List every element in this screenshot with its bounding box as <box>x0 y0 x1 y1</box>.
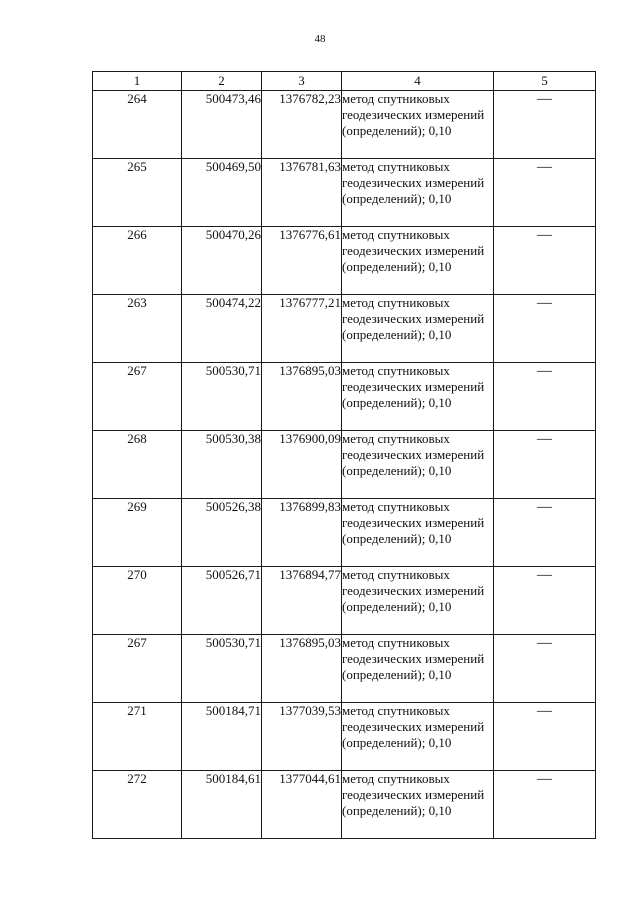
method-cell: метод спутниковых геодезических измерений (определений); 0,10 <box>342 567 494 635</box>
x-coordinate-cell: 500470,26 <box>182 227 262 295</box>
method-cell: метод спутниковых геодезических измерений (определений); 0,10 <box>342 635 494 703</box>
header-col-5: 5 <box>494 72 596 91</box>
x-coordinate-cell: 500473,46 <box>182 91 262 159</box>
header-col-1: 1 <box>93 72 182 91</box>
x-coordinate-cell: 500526,71 <box>182 567 262 635</box>
y-coordinate-cell: 1376899,83 <box>262 499 342 567</box>
y-coordinate-cell: 1376895,03 <box>262 363 342 431</box>
note-cell: — <box>494 227 596 295</box>
table-row <box>93 499 596 567</box>
table-row <box>93 295 596 363</box>
header-col-4: 4 <box>342 72 494 91</box>
table-row <box>93 567 596 635</box>
method-cell: метод спутниковых геодезических измерений (определений); 0,10 <box>342 363 494 431</box>
point-number-cell: 263 <box>93 295 182 363</box>
point-number-cell: 266 <box>93 227 182 295</box>
y-coordinate-cell: 1377044,61 <box>262 771 342 839</box>
x-coordinate-cell: 500184,61 <box>182 771 262 839</box>
table-row <box>93 159 596 227</box>
note-cell: — <box>494 159 596 227</box>
point-number-cell: 271 <box>93 703 182 771</box>
table-row <box>93 703 596 771</box>
method-cell: метод спутниковых геодезических измерений (определений); 0,10 <box>342 295 494 363</box>
method-cell: метод спутниковых геодезических измерений (определений); 0,10 <box>342 499 494 567</box>
table-row <box>93 431 596 499</box>
table-body <box>93 91 596 839</box>
table-row <box>93 363 596 431</box>
note-cell: — <box>494 771 596 839</box>
x-coordinate-cell: 500526,38 <box>182 499 262 567</box>
method-cell: метод спутниковых геодезических измерений (определений); 0,10 <box>342 703 494 771</box>
x-coordinate-cell: 500184,71 <box>182 703 262 771</box>
x-coordinate-cell: 500474,22 <box>182 295 262 363</box>
point-number-cell: 267 <box>93 363 182 431</box>
note-cell: — <box>494 703 596 771</box>
point-number-cell: 270 <box>93 567 182 635</box>
header-col-3: 3 <box>262 72 342 91</box>
header-col-2: 2 <box>182 72 262 91</box>
y-coordinate-cell: 1376895,03 <box>262 635 342 703</box>
note-cell: — <box>494 567 596 635</box>
y-coordinate-cell: 1376894,77 <box>262 567 342 635</box>
point-number-cell: 268 <box>93 431 182 499</box>
note-cell: — <box>494 499 596 567</box>
coordinates-table <box>92 71 596 839</box>
table-row <box>93 91 596 159</box>
method-cell: метод спутниковых геодезических измерений (определений); 0,10 <box>342 159 494 227</box>
x-coordinate-cell: 500530,71 <box>182 635 262 703</box>
table-row <box>93 635 596 703</box>
note-cell: — <box>494 363 596 431</box>
note-cell: — <box>494 635 596 703</box>
point-number-cell: 265 <box>93 159 182 227</box>
y-coordinate-cell: 1377039,53 <box>262 703 342 771</box>
method-cell: метод спутниковых геодезических измерений (определений); 0,10 <box>342 771 494 839</box>
y-coordinate-cell: 1376782,23 <box>262 91 342 159</box>
table-header-row <box>93 72 596 91</box>
table-row <box>93 227 596 295</box>
method-cell: метод спутниковых геодезических измерений (определений); 0,10 <box>342 431 494 499</box>
y-coordinate-cell: 1376781,63 <box>262 159 342 227</box>
table-row <box>93 771 596 839</box>
x-coordinate-cell: 500469,50 <box>182 159 262 227</box>
method-cell: метод спутниковых геодезических измерений (определений); 0,10 <box>342 227 494 295</box>
note-cell: — <box>494 91 596 159</box>
note-cell: — <box>494 431 596 499</box>
y-coordinate-cell: 1376777,21 <box>262 295 342 363</box>
point-number-cell: 272 <box>93 771 182 839</box>
point-number-cell: 267 <box>93 635 182 703</box>
method-cell: метод спутниковых геодезических измерений (определений); 0,10 <box>342 91 494 159</box>
page-number: 48 <box>314 33 326 45</box>
x-coordinate-cell: 500530,71 <box>182 363 262 431</box>
x-coordinate-cell: 500530,38 <box>182 431 262 499</box>
y-coordinate-cell: 1376776,61 <box>262 227 342 295</box>
point-number-cell: 269 <box>93 499 182 567</box>
point-number-cell: 264 <box>93 91 182 159</box>
note-cell: — <box>494 295 596 363</box>
y-coordinate-cell: 1376900,09 <box>262 431 342 499</box>
